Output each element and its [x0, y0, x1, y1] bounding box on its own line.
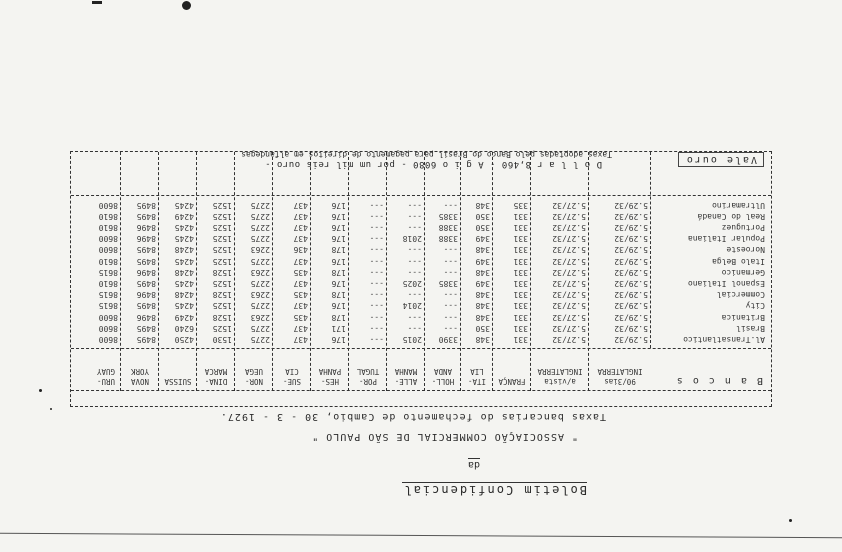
rate-cell: 348 — [475, 335, 490, 344]
rate-cell: 331 — [513, 323, 528, 333]
rate-cell: 435 — [293, 267, 308, 277]
rate-cell: 2275 — [250, 200, 270, 210]
rate-cell: --- — [443, 256, 458, 266]
column-header: NOR- UEGA — [244, 367, 264, 386]
rate-cell: 1525 — [212, 223, 232, 232]
rate-cell: 437 — [293, 234, 308, 244]
rate-cell: 1525 — [212, 323, 232, 333]
column-header: URU- GUAY — [96, 367, 116, 386]
rate-cell: 1525 — [212, 211, 232, 221]
bank-name: Noroeste — [726, 245, 765, 255]
rate-cell: --- — [443, 290, 458, 300]
rate-cell: 1525 — [212, 234, 232, 244]
bank-name: Brasil — [736, 323, 765, 333]
document-subtitle: da — [467, 459, 480, 470]
rate-cell: 8615 — [98, 290, 118, 300]
rate-cell: 178 — [331, 312, 346, 322]
rate-cell: 3388 — [438, 234, 458, 244]
rate-cell: 1525 — [212, 200, 232, 210]
rate-cell: 8600 — [98, 323, 118, 333]
rate-cell: --- — [369, 200, 384, 210]
column-divider — [272, 152, 273, 391]
rate-cell: 2275 — [250, 256, 270, 266]
rate-cell: 6240 — [174, 323, 194, 333]
rate-cell: 2263 — [250, 267, 270, 277]
rate-cell: 8610 — [98, 211, 118, 221]
column-header: ITA- LIA — [467, 367, 487, 386]
rate-cell: --- — [443, 312, 458, 322]
rate-cell: 8615 — [98, 267, 118, 277]
rate-cell: 178 — [331, 267, 346, 277]
rate-cell: 8496 — [136, 223, 156, 232]
column-divider — [650, 152, 651, 348]
rate-cell: 8600 — [98, 245, 118, 255]
document-title: Boletim Confidencial — [402, 483, 587, 497]
column-divider — [460, 152, 461, 391]
taxas-subheading: Taxas adoptadas pelo Banco do Brasil para pagamento de direitos em alfandegas — [241, 150, 612, 159]
rate-cell: 8496 — [136, 267, 156, 277]
rate-cell: 5.29/32 — [614, 256, 648, 266]
rate-cell: 1525 — [212, 279, 232, 288]
rate-cell: 5.27/32 — [552, 223, 586, 232]
rate-cell: 5.29/32 — [614, 279, 648, 288]
rate-cell: 348 — [475, 200, 490, 210]
rate-cell: 2275 — [250, 223, 270, 232]
rate-cell: 3385 — [438, 279, 458, 288]
rate-cell: 435 — [293, 312, 308, 322]
rate-cell: 4245 — [174, 301, 194, 311]
rate-cell: 1525 — [212, 256, 232, 266]
rate-cell: 8610 — [98, 256, 118, 266]
rate-cell: 4248 — [174, 245, 194, 255]
rate-cell: 3385 — [438, 211, 458, 221]
column-divider — [158, 152, 159, 391]
rate-cell: 2015 — [402, 335, 422, 344]
column-divider — [492, 152, 493, 391]
rate-cell: --- — [407, 256, 422, 266]
rate-cell: 8496 — [136, 312, 156, 322]
rate-cell: 8600 — [98, 234, 118, 244]
rate-cell: 4249 — [174, 211, 194, 221]
column-divider — [120, 152, 121, 391]
scan-speck — [39, 389, 42, 392]
rate-cell: 2014 — [402, 301, 422, 311]
rate-cell: 5.27/32 — [552, 290, 586, 300]
rate-cell: 437 — [293, 301, 308, 311]
exchange-rates-table — [70, 151, 772, 407]
rate-cell: 348 — [475, 312, 490, 322]
rate-cell: 8495 — [136, 245, 156, 255]
rate-cell: 5.27/32 — [552, 279, 586, 288]
bank-name: Portuguez — [721, 223, 765, 232]
rate-cell: 5.27/32 — [552, 234, 586, 244]
rate-cell: --- — [407, 312, 422, 322]
rate-cell: 1528 — [212, 290, 232, 300]
rate-cell: 8600 — [98, 200, 118, 210]
column-divider — [530, 152, 531, 391]
rate-cell: 331 — [513, 267, 528, 277]
rate-cell: 5.29/32 — [614, 301, 648, 311]
column-header: FRANÇA — [498, 377, 526, 386]
rate-cell: --- — [369, 290, 384, 300]
rate-cell: 2275 — [250, 279, 270, 288]
rate-cell: 348 — [475, 301, 490, 311]
rate-cell: 5.29/32 — [614, 323, 648, 333]
rate-cell: 437 — [293, 335, 308, 344]
rate-cell: 4248 — [174, 290, 194, 300]
rate-cell: 8495 — [136, 200, 156, 210]
bancos-header: B a n c o s — [674, 375, 763, 386]
rate-cell: 8610 — [98, 279, 118, 288]
rate-cell: 437 — [293, 211, 308, 221]
rate-cell: 4245 — [174, 200, 194, 210]
rate-cell: 1525 — [212, 301, 232, 311]
bank-name: Ultramarino — [712, 200, 765, 210]
rate-cell: 1528 — [212, 267, 232, 277]
rate-cell: 2025 — [402, 279, 422, 288]
rate-cell: 2275 — [250, 335, 270, 344]
rate-cell: 5.29/32 — [614, 335, 648, 344]
association-name: " ASSOCIAÇÃO COMMERCIAL DE SÃO PAULO " — [311, 431, 578, 442]
rate-cell: 435 — [293, 290, 308, 300]
vale-ouro-label: Vale ouro — [678, 152, 764, 167]
rate-cell: --- — [407, 323, 422, 333]
column-divider — [196, 152, 197, 391]
rate-cell: --- — [369, 256, 384, 266]
rate-cell: 5.27/32 — [552, 301, 586, 311]
rate-cell: 2275 — [250, 211, 270, 221]
rate-cell: --- — [407, 211, 422, 221]
rate-cell: 2263 — [250, 245, 270, 255]
rate-cell: 8610 — [98, 223, 118, 232]
bank-name: Britanica — [721, 312, 765, 322]
rate-cell: 348 — [475, 267, 490, 277]
rate-cell: 8615 — [98, 301, 118, 311]
rate-cell: 4245 — [174, 234, 194, 244]
rate-cell: 331 — [513, 234, 528, 244]
rate-cell: 335 — [513, 200, 528, 210]
rate-cell: 331 — [513, 223, 528, 232]
rate-cell: --- — [369, 223, 384, 232]
rate-cell: 349 — [475, 256, 490, 266]
rate-cell: --- — [407, 200, 422, 210]
rate-cell: --- — [369, 234, 384, 244]
rate-cell: --- — [443, 267, 458, 277]
rate-cell: 4245 — [174, 256, 194, 266]
rate-cell: --- — [443, 301, 458, 311]
rate-cell: 8496 — [136, 290, 156, 300]
rate-cell: 176 — [331, 200, 346, 210]
rate-cell: 8495 — [136, 256, 156, 266]
rate-cell: 5.29/32 — [614, 312, 648, 322]
column-header: NOVA YORK — [130, 367, 150, 386]
rate-cell: 437 — [293, 223, 308, 232]
rate-cell: 5.27/32 — [552, 267, 586, 277]
rate-cell: 348 — [475, 245, 490, 255]
rate-cell: 176 — [331, 211, 346, 221]
rate-cell: 5.29/32 — [614, 234, 648, 244]
rate-cell: 5.29/32 — [614, 211, 648, 221]
rate-cell: 176 — [331, 223, 346, 232]
bank-name: Commercial — [716, 290, 765, 300]
column-divider — [386, 152, 387, 391]
bank-name: Real do Canadá — [697, 211, 765, 221]
rate-cell: 331 — [513, 211, 528, 221]
column-header: SUISSA — [164, 377, 192, 386]
rate-cell: --- — [443, 323, 458, 333]
rate-cell: 4245 — [174, 223, 194, 232]
rate-cell: 2263 — [250, 312, 270, 322]
rate-cell: 437 — [293, 256, 308, 266]
rate-cell: --- — [369, 211, 384, 221]
rate-cell: --- — [369, 301, 384, 311]
column-divider — [588, 152, 589, 391]
column-header: DINA- MARCA — [204, 367, 228, 386]
rate-cell: 331 — [513, 256, 528, 266]
rate-cell: 331 — [513, 335, 528, 344]
rate-cell: 331 — [513, 312, 528, 322]
rate-cell: --- — [369, 279, 384, 288]
rate-cell: 3390 — [438, 335, 458, 344]
rate-cell: --- — [407, 223, 422, 232]
rate-cell: --- — [443, 200, 458, 210]
rate-cell: 176 — [331, 301, 346, 311]
rate-cell: 331 — [513, 301, 528, 311]
bank-name: Popular Italiana — [687, 234, 765, 244]
rate-cell: 8495 — [136, 211, 156, 221]
column-header: POR- TUGAL — [356, 367, 380, 386]
rate-cell: 2263 — [250, 290, 270, 300]
rate-cell: --- — [407, 245, 422, 255]
bottom-rule — [0, 533, 842, 538]
rate-cell: 5.27/32 — [552, 256, 586, 266]
bank-name: Italo Belga — [712, 256, 765, 266]
rate-cell: --- — [369, 267, 384, 277]
rate-cell: 437 — [293, 200, 308, 210]
rate-cell: 1530 — [212, 335, 232, 344]
rate-cell: 5.27/32 — [552, 323, 586, 333]
rate-cell: --- — [369, 323, 384, 333]
rate-cell: 331 — [513, 290, 528, 300]
rate-cell: --- — [369, 245, 384, 255]
rate-cell: 331 — [513, 279, 528, 288]
column-header: ALLE- MANHA — [394, 367, 418, 386]
rate-cell: 5.29/32 — [614, 200, 648, 210]
rate-cell: 176 — [331, 335, 346, 344]
rate-cell: --- — [407, 267, 422, 277]
rate-cell: 3388 — [438, 223, 458, 232]
rate-cell: 8600 — [98, 335, 118, 344]
bank-name: City — [745, 301, 765, 311]
bank-name: Espanol Italiano — [687, 279, 765, 288]
column-header: HOLL- ANDA — [431, 367, 455, 386]
rate-cell: 350 — [475, 211, 490, 221]
rate-cell: 349 — [475, 234, 490, 244]
rate-cell: 1528 — [212, 312, 232, 322]
rate-cell: 8495 — [136, 279, 156, 288]
rate-cell: 4248 — [174, 267, 194, 277]
rate-cell: 349 — [475, 279, 490, 288]
scan-speck — [92, 1, 102, 4]
rate-cell: 437 — [293, 323, 308, 333]
rate-cell: 2275 — [250, 323, 270, 333]
rate-cell: 4249 — [174, 312, 194, 322]
rate-cell: --- — [407, 290, 422, 300]
column-divider — [310, 152, 311, 391]
rate-cell: 5.27/32 — [552, 211, 586, 221]
column-divider — [348, 152, 349, 391]
rate-cell: 350 — [475, 323, 490, 333]
dollar-rate-line: D o l l a r 8,460 - A g i o 6080 - por um mil reis ouro - — [264, 159, 602, 169]
bank-name: Germanico — [721, 267, 765, 277]
column-divider — [424, 152, 425, 391]
column-header: HES- PANHA — [318, 367, 342, 386]
rate-cell: 8495 — [136, 301, 156, 311]
rate-cell: 5.29/32 — [614, 223, 648, 232]
rate-cell: 178 — [331, 290, 346, 300]
column-header: 90/3ias INGLATERRA — [597, 367, 643, 386]
rate-cell: 8600 — [98, 312, 118, 322]
rate-cell: 2275 — [250, 234, 270, 244]
scan-speck — [789, 519, 792, 522]
rate-cell: 331 — [513, 245, 528, 255]
rate-cell: 437 — [293, 279, 308, 288]
rate-cell: 178 — [331, 245, 346, 255]
rate-cell: --- — [369, 335, 384, 344]
rate-cell: 436 — [293, 245, 308, 255]
bank-name: Al.Transatlantico — [683, 335, 765, 344]
rate-cell: 5.29/32 — [614, 290, 648, 300]
scan-speck — [50, 408, 52, 410]
scan-speck — [182, 1, 191, 10]
rate-cell: 348 — [475, 290, 490, 300]
rate-cell: 2275 — [250, 301, 270, 311]
rates-heading: Taxas bancarias do fechamento de Cambio, 30 - 3 - 1927. — [219, 411, 606, 422]
rate-cell: 5.29/32 — [614, 245, 648, 255]
rate-cell: 8496 — [136, 234, 156, 244]
rate-cell: 5.27/32 — [552, 312, 586, 322]
column-divider — [234, 152, 235, 391]
rate-cell: 8495 — [136, 335, 156, 344]
rate-cell: 176 — [331, 279, 346, 288]
rate-cell: 5.27/32 — [552, 200, 586, 210]
rate-cell: 176 — [331, 234, 346, 244]
rate-cell: 4250 — [174, 335, 194, 344]
rate-cell: 5.27/32 — [552, 245, 586, 255]
column-header: SUE- CIA — [282, 367, 302, 386]
rate-cell: 2018 — [402, 234, 422, 244]
rate-cell: 176 — [331, 256, 346, 266]
rate-cell: --- — [443, 245, 458, 255]
rate-cell: 5.27/32 — [552, 335, 586, 344]
rate-cell: 8495 — [136, 323, 156, 333]
rate-cell: 4245 — [174, 279, 194, 288]
column-header: a/vista INGLATERRA — [537, 367, 583, 386]
rate-cell: 171 — [331, 323, 346, 333]
rate-cell: 5.29/32 — [614, 267, 648, 277]
rate-cell: --- — [369, 312, 384, 322]
rate-cell: 350 — [475, 223, 490, 232]
rate-cell: 1525 — [212, 245, 232, 255]
